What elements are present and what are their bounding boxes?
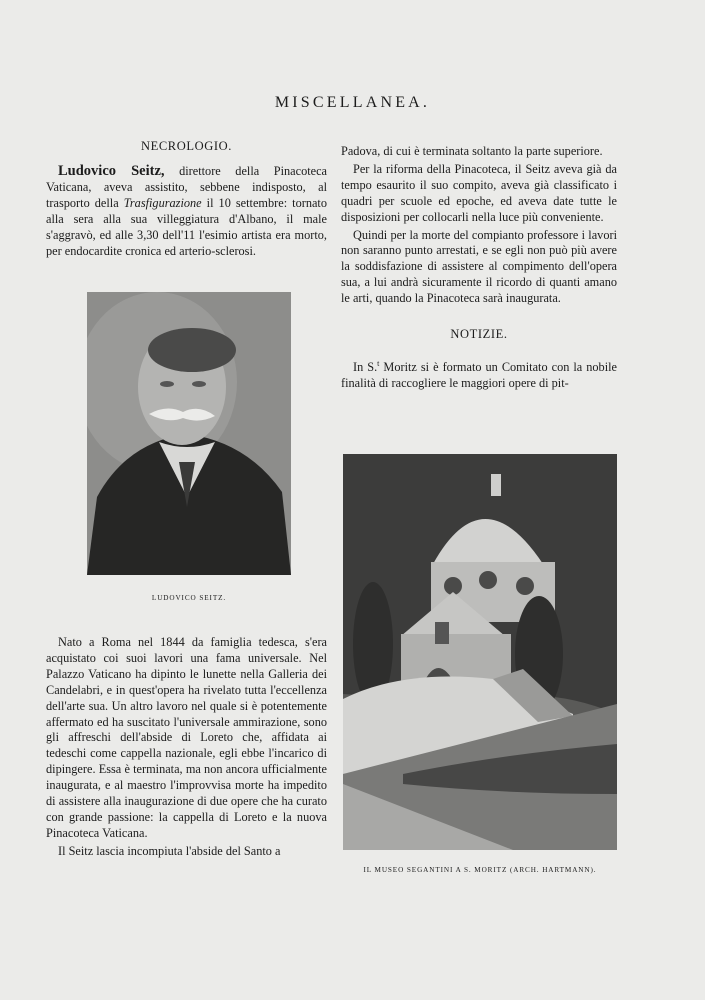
paragraph-notizie <box>341 356 617 392</box>
notizie-text-a: In S. <box>353 360 378 375</box>
portrait-illustration <box>87 292 291 575</box>
obituary-text-a: direttore della Pinacoteca Vaticana, aveva assistito, sebbene indisposto, al trasporto della <box>46 164 328 210</box>
section-heading-notizie: NOTIZIE. <box>450 327 508 342</box>
notizie-text-b: Moritz si è formato un Comitato con la nobile finalità di raccogliere le maggiori opere di pit- <box>341 360 617 391</box>
notizie-superscript: t <box>377 359 380 369</box>
portrait-caption: LUDOVICO SEITZ. <box>151 594 227 602</box>
obituary-text-b: il 10 settembre: tornato alla sera alla sua villeggiatura d'Albano, il male s'aggravò, ed alle 3,30 dell'11 l'esimio artista era morto, per endocardite cronica ed arterio-sclerosi. <box>46 195 327 258</box>
paragraph-biography: Nato a Roma nel 1844 da famiglia tedesca, s'era acquistato coi suoi lavori una fama universale. Nel Palazzo Vaticano ha dipinto le lunette nella Galleria dei Candelabri, e in quest'opera ha rivelato tutta l'eccellenza dell'arte sua. Un altro lavoro nel quale si è potentemente affermato ed ha suscitato l'universale ammirazione, sono gli affreschi dell'abside di Loreto che, affidata ai tedeschi come cappella nazionale, egli ebbe l'incarico di dipingere. Essa è terminata, ma non ancora ufficialmente inaugurata, e al maestro l'improvvisa morte ha impedito di assistere alla inaugurazione di due opere che ha curato con grande passione: la cappella di Loreto e la nuova Pinacoteca Vaticana. <box>46 635 327 840</box>
paragraph-pinacoteca-reform: Per la riforma della Pinacoteca, il Seitz aveva già da tempo esaurito il suo compito, aveva già classificato i quadri per scuole ed epoche, ed aveva date tutte le disposizioni per collocarli nella luce più conveniente. <box>341 161 617 224</box>
paragraph-padova: Padova, di cui è terminata soltanto la parte superiore. <box>341 144 603 158</box>
necrologio-section <box>46 139 327 259</box>
right-column-text <box>341 144 617 392</box>
portrait-photo-ludovico-seitz <box>87 292 291 575</box>
page-title: MISCELLANEA. <box>274 94 431 111</box>
paragraph-closing: Quindi per la morte del compianto professore i lavori non saranno punto arrestati, e se egli non può più avere la soddisfazione di assistere al compimento dell'opera sua, a lui andrà sicuramente il ricordo di quanti amano le arti, quando la Pinacoteca sarà inaugurata. <box>341 227 617 306</box>
museum-engraving <box>343 454 617 850</box>
museum-caption: IL MUSEO SEGANTINI A S. MORITZ (ARCH. HARTMANN). <box>363 866 597 874</box>
italic-title-trasfigurazione: Trasfigurazione <box>123 195 202 210</box>
section-heading-necrologio: NECROLOGIO. <box>141 139 232 153</box>
paragraph-abside: Il Seitz lascia incompiuta l'abside del Santo a <box>58 843 281 858</box>
paragraph-obituary-lead <box>46 164 327 259</box>
illustration-museo-segantini <box>343 454 617 850</box>
lead-name: Ludovico Seitz, <box>58 163 165 179</box>
necrologio-continued <box>46 635 327 860</box>
